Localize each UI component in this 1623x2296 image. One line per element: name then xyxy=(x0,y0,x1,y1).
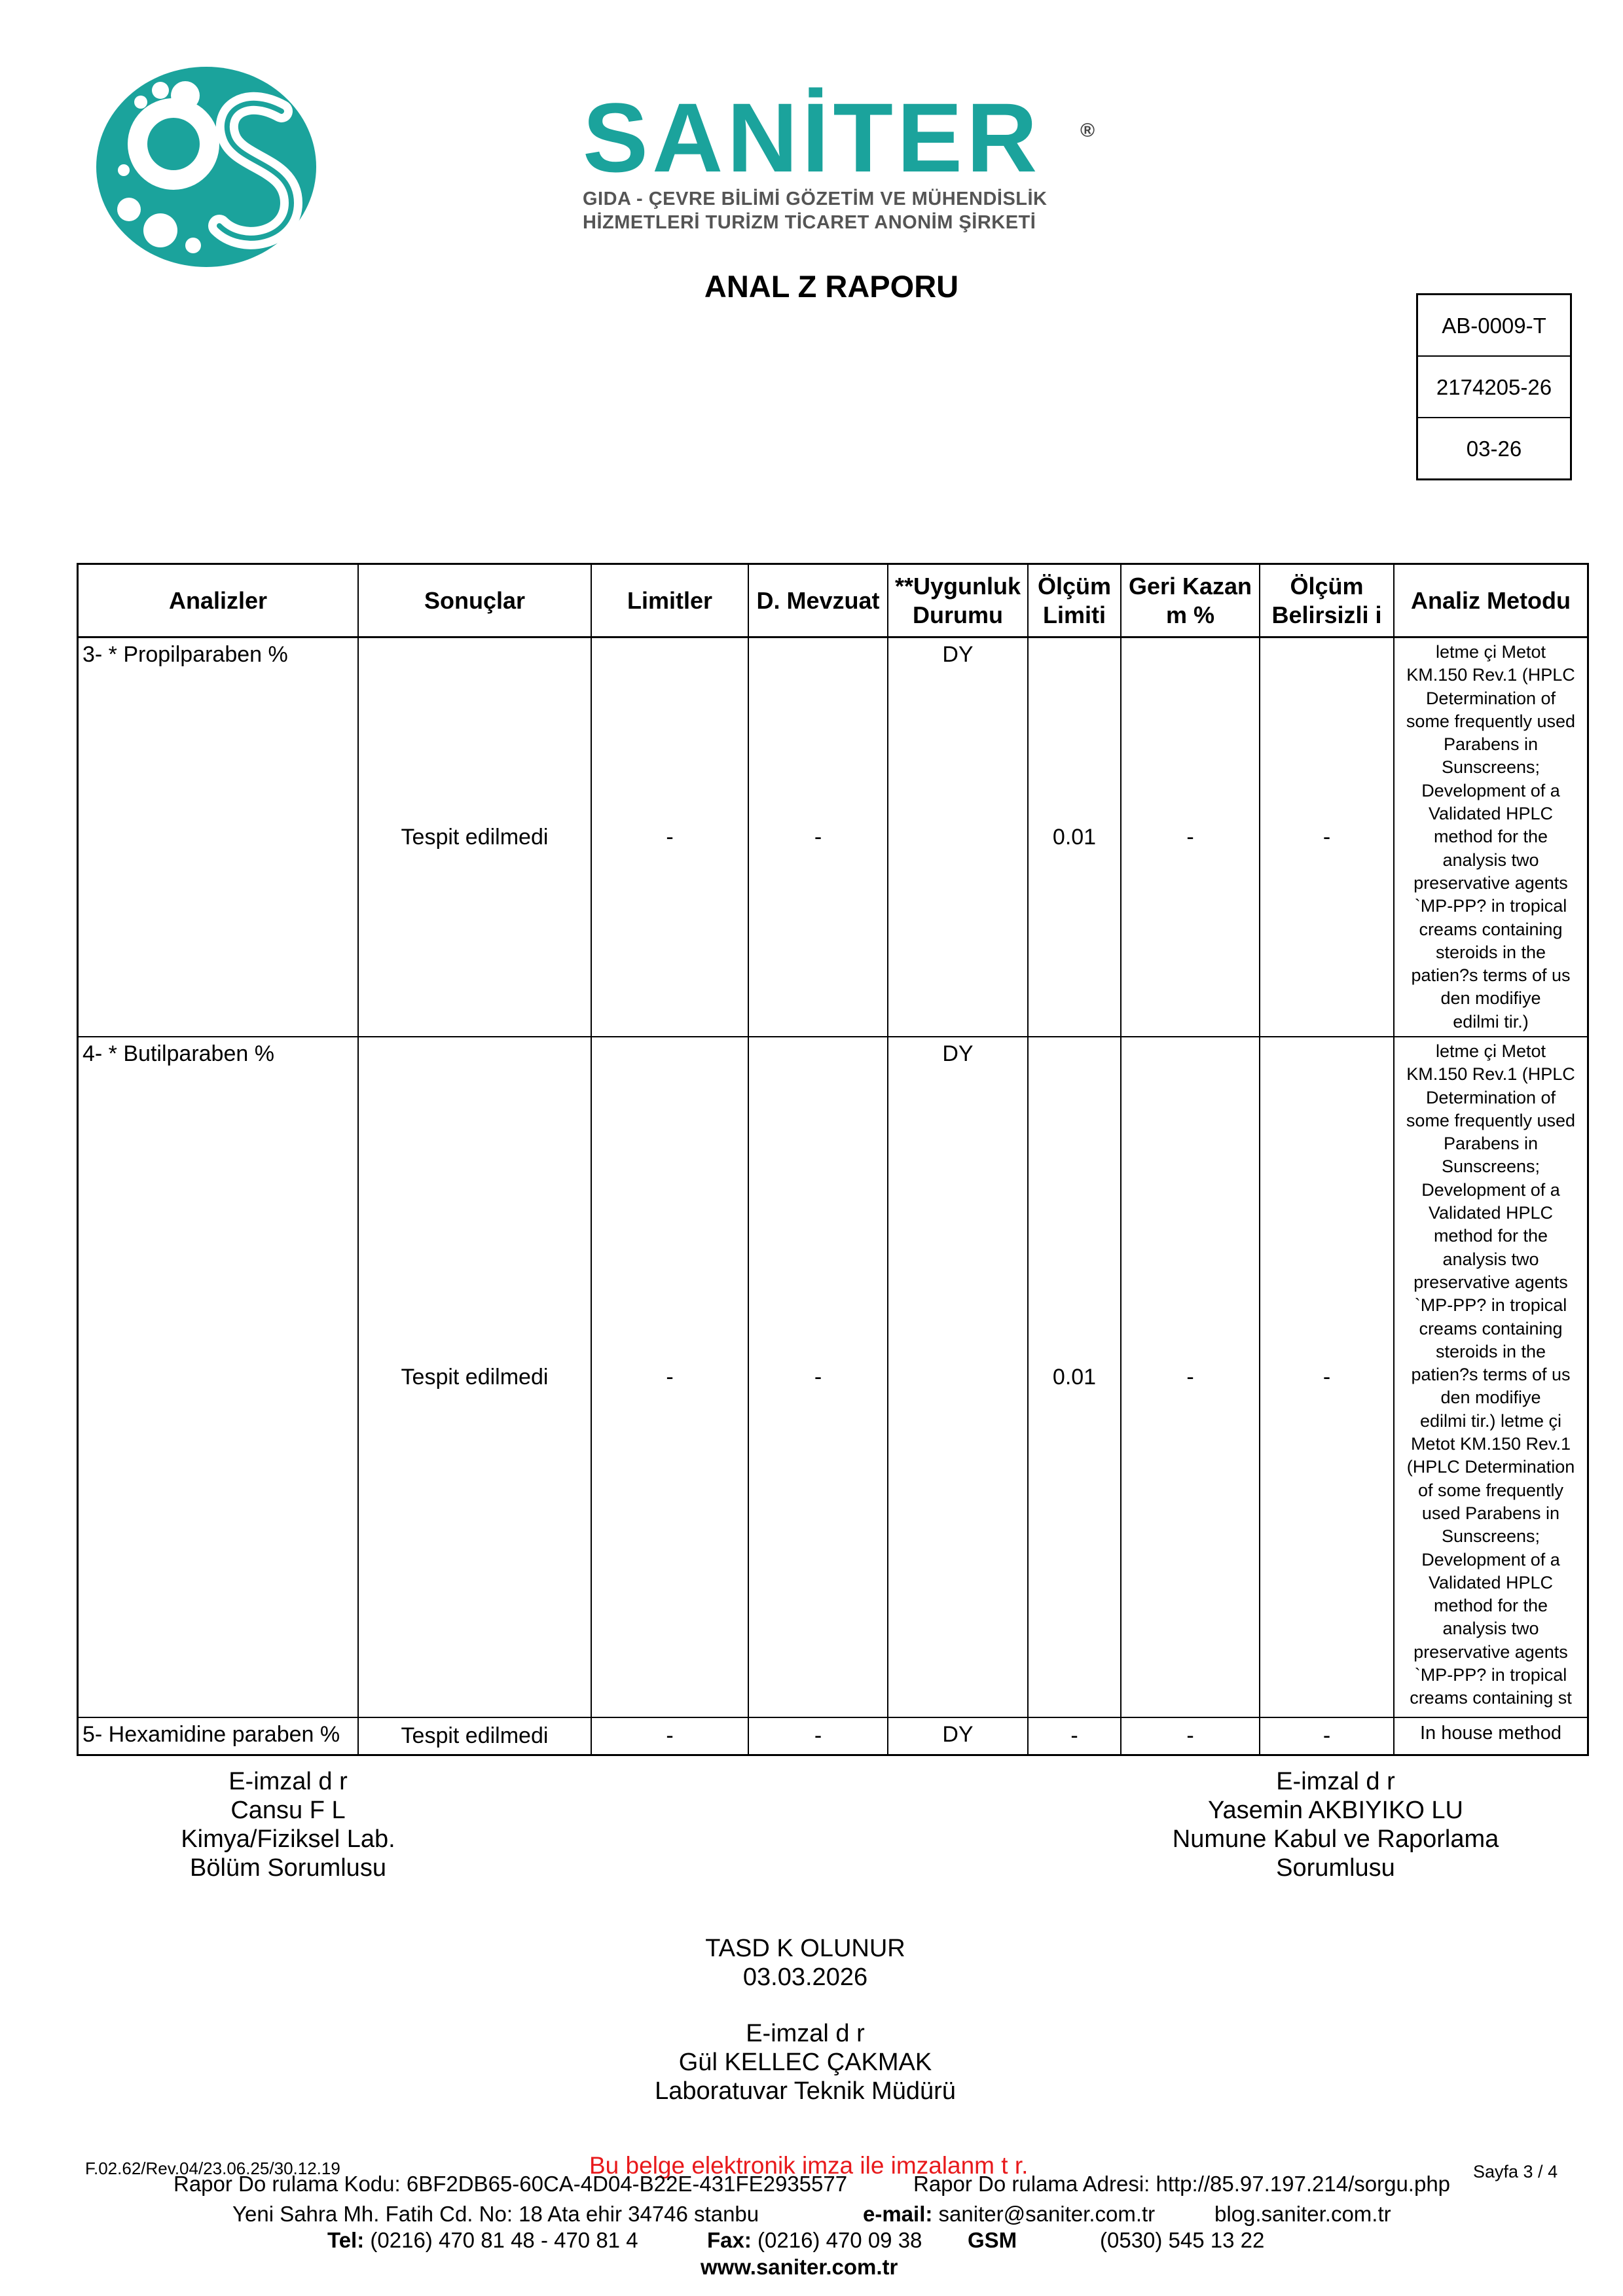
signature-left-role1: Kimya/Fiziksel Lab. xyxy=(181,1825,395,1853)
report-number: 2174205-26 xyxy=(1418,357,1570,418)
website-link[interactable]: www.saniter.com.tr xyxy=(701,2255,898,2279)
brand-subtitle-2: HİZMETLERİ TURİZM TİCARET ANONİM ŞİRKETİ xyxy=(583,212,1036,233)
approval-date: 03.03.2026 xyxy=(742,1964,868,1991)
approval-block xyxy=(648,1934,962,1992)
signature-left-line1: E-imzal d r xyxy=(228,1768,348,1795)
email[interactable]: saniter@saniter.com.tr xyxy=(938,2202,1156,2226)
row1-measurement-limit: 0.01 xyxy=(1029,638,1122,1037)
form-code: F.02.62/Rev.04/23.06.25/30.12.19 xyxy=(85,2159,340,2178)
signature-right-role2: Sorumlusu xyxy=(1276,1854,1395,1882)
row2-regulation: - xyxy=(749,1037,888,1718)
approval-label: TASD K OLUNUR xyxy=(705,1935,905,1962)
row3-limit: - xyxy=(592,1718,749,1754)
row1-conformity: DY xyxy=(888,638,1029,1037)
signature-manager-line1: E-imzal d r xyxy=(746,2020,865,2047)
registered-mark: ® xyxy=(1080,120,1099,141)
row3-uncertainty: - xyxy=(1260,1718,1395,1754)
row2-recovery: - xyxy=(1122,1037,1260,1718)
email-label: e-mail: xyxy=(863,2202,933,2226)
col-header-results: Sonuçlar xyxy=(359,565,592,638)
col-header-analyses: Analizler xyxy=(79,565,359,638)
col-header-method: Analiz Metodu xyxy=(1395,565,1587,638)
tel: (0216) 470 81 48 - 470 81 4 xyxy=(370,2228,638,2252)
report-title: ANAL Z RAPORU xyxy=(704,269,959,304)
report-id-box xyxy=(1416,293,1572,480)
signature-right xyxy=(1139,1767,1532,1882)
row2-method: letme çi Metot KM.150 Rev.1 (HPLC Determination of some frequently used Parabens in Sunscreens; Development of a Validated HPLC method for the analysis two preservative agents `MP-PP? in tropical creams containing steroids in the patien?s terms of us den modifiye edilmi tir.) letme çi Metot KM.150 Rev.1 (HPLC Determination of some frequently used Parabens in Sunscreens; Development of a Validated HPLC method for the analysis two preservative agents `MP-PP? in tropical creams containing st xyxy=(1395,1037,1587,1718)
verification-address: Rapor Do rulama Adresi: http://85.97.197.214/sorgu.php xyxy=(913,2172,1451,2196)
results-table xyxy=(77,563,1589,1756)
row2-analysis: 4- * Butilparaben % xyxy=(79,1037,359,1718)
col-header-regulation: D. Mevzuat xyxy=(749,565,888,638)
gsm-label: GSM xyxy=(968,2228,1017,2252)
row3-result: Tespit edilmedi xyxy=(359,1718,592,1754)
signature-left-name: Cansu F L xyxy=(230,1797,346,1824)
row3-recovery: - xyxy=(1122,1718,1260,1754)
row2-result: Tespit edilmedi xyxy=(359,1037,592,1718)
tel-row xyxy=(327,2228,638,2253)
row3-regulation: - xyxy=(749,1718,888,1754)
address: Yeni Sahra Mh. Fatih Cd. No: 18 Ata ehir 34746 stanbu xyxy=(232,2202,759,2226)
saniter-logo-icon xyxy=(95,65,318,268)
row3-conformity: DY xyxy=(888,1718,1029,1754)
row3-analysis: 5- Hexamidine paraben % xyxy=(79,1718,359,1754)
row3-measurement-limit: - xyxy=(1029,1718,1122,1754)
row1-method: letme çi Metot KM.150 Rev.1 (HPLC Determination of some frequently used Parabens in Sunscreens; Development of a Validated HPLC method for the analysis two preservative agents `MP-PP? in tropical creams containing steroids in the patien?s terms of us den modifiye edilmi tir.) xyxy=(1395,638,1587,1037)
signature-manager-name: Gül KELLEC ÇAKMAK xyxy=(678,2049,932,2076)
row2-measurement-limit: 0.01 xyxy=(1029,1037,1122,1718)
row1-uncertainty: - xyxy=(1260,638,1395,1037)
signature-manager xyxy=(615,2019,995,2106)
signature-right-role1: Numune Kabul ve Raporlama xyxy=(1172,1825,1499,1853)
row1-recovery: - xyxy=(1122,638,1260,1037)
row2-conformity: DY xyxy=(888,1037,1029,1718)
row1-regulation: - xyxy=(749,638,888,1037)
row3-method: In house method xyxy=(1419,1723,1562,1744)
fax-row xyxy=(707,2228,922,2253)
e-signature-note: Bu belge elektronik imza ile imzalanm t r. xyxy=(589,2152,1029,2179)
signature-right-name: Yasemin AKBIYIKO LU xyxy=(1207,1797,1464,1824)
signature-manager-role: Laboratuvar Teknik Müdürü xyxy=(655,2077,956,2105)
col-header-limits: Limitler xyxy=(592,565,749,638)
fax-label: Fax: xyxy=(707,2228,752,2252)
col-header-measurement-limit: Ölçüm Limiti xyxy=(1029,565,1122,638)
brand-name: SANİTER ® xyxy=(583,82,1099,192)
row1-analysis: 3- * Propilparaben % xyxy=(79,638,359,1037)
brand-block xyxy=(583,82,1106,234)
signature-left xyxy=(131,1767,445,1882)
brand-subtitle-1: GIDA - ÇEVRE BİLİMİ GÖZETİM VE MÜHENDİSLİK xyxy=(583,188,1048,209)
lab-code: AB-0009-T xyxy=(1418,295,1570,357)
tel-label: Tel: xyxy=(327,2228,365,2252)
signature-right-line1: E-imzal d r xyxy=(1276,1768,1395,1795)
signature-left-role2: Bölüm Sorumlusu xyxy=(190,1854,386,1882)
fax: (0216) 470 09 38 xyxy=(757,2228,922,2252)
email-row xyxy=(863,2202,1155,2227)
row1-result: Tespit edilmedi xyxy=(359,638,592,1037)
row1-limit: - xyxy=(592,638,749,1037)
row2-limit: - xyxy=(592,1037,749,1718)
gsm: (0530) 545 13 22 xyxy=(1100,2228,1265,2252)
col-header-recovery: Geri Kazan m % xyxy=(1122,565,1260,638)
blog-link[interactable]: blog.saniter.com.tr xyxy=(1214,2202,1391,2226)
col-header-conformity: **Uygunluk Durumu xyxy=(888,565,1029,638)
row2-uncertainty: - xyxy=(1260,1037,1395,1718)
verification-code: Rapor Do rulama Kodu: 6BF2DB65-60CA-4D04-B22E-431FE2935577 xyxy=(173,2172,848,2196)
col-header-uncertainty: Ölçüm Belirsizli i xyxy=(1260,565,1395,638)
page-number: Sayfa 3 / 4 xyxy=(1473,2162,1558,2181)
report-period: 03-26 xyxy=(1466,437,1522,461)
